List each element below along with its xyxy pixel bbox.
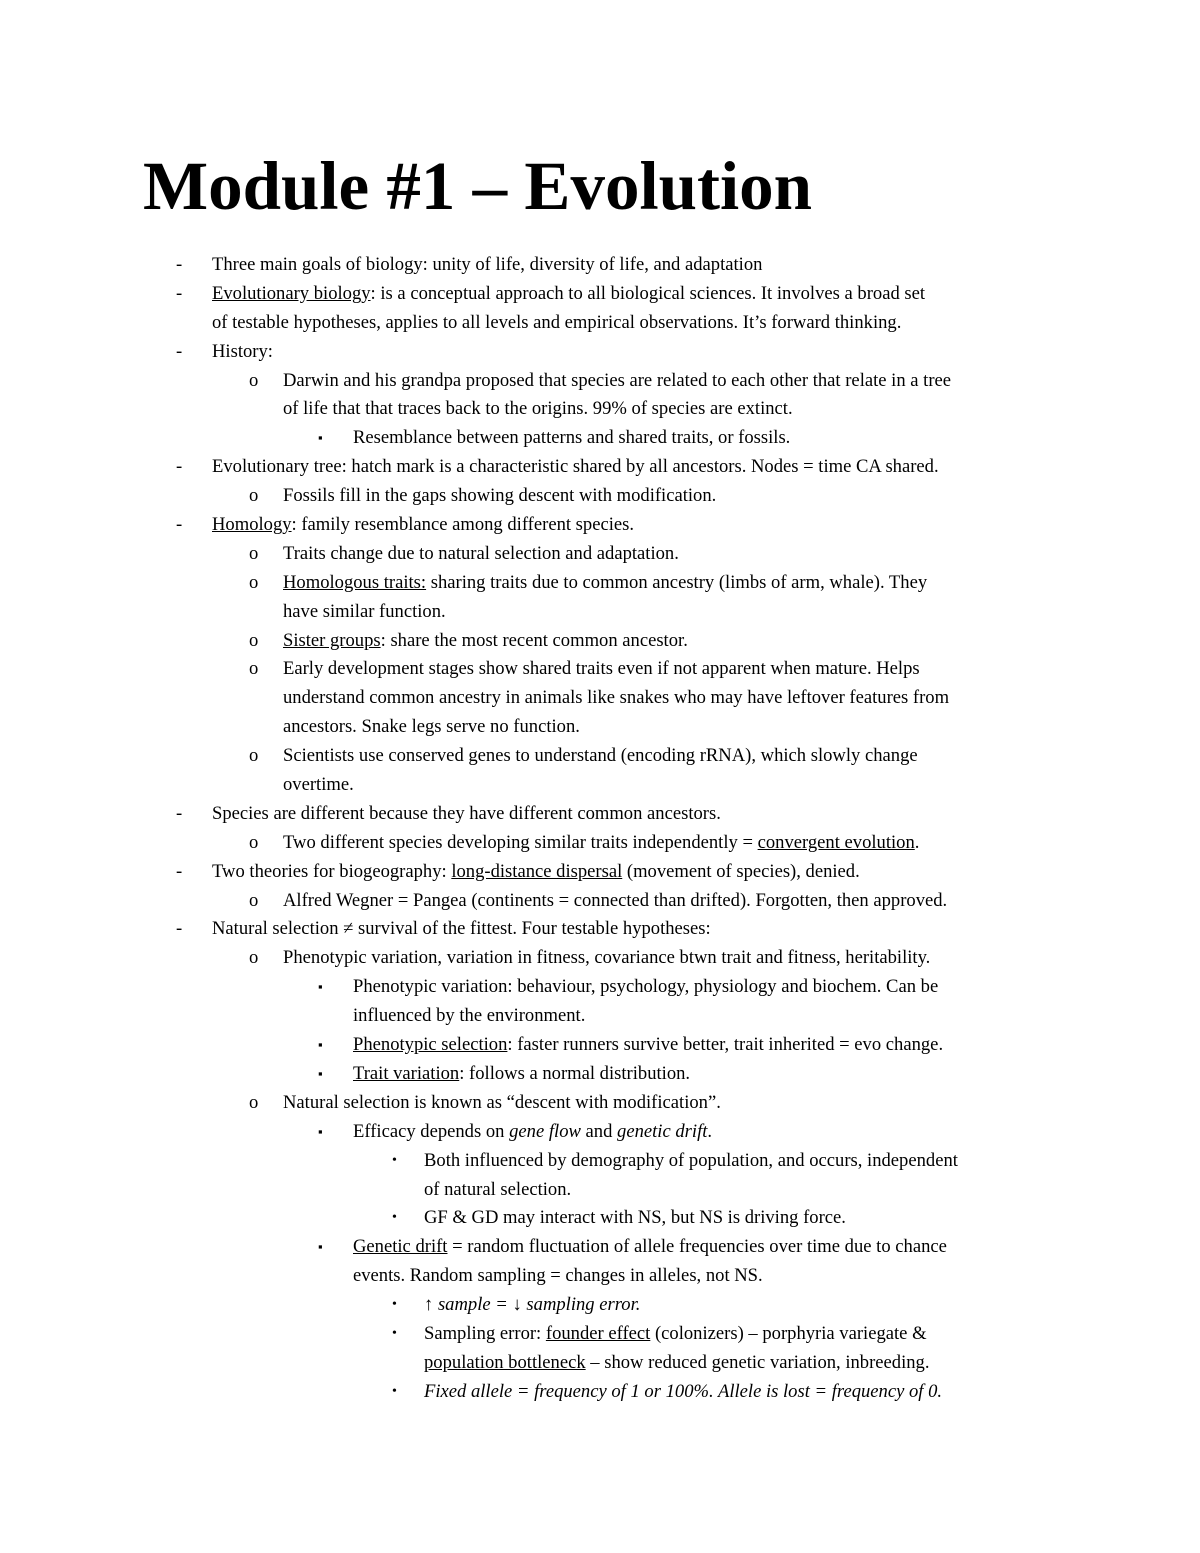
term-underlined: Evolutionary biology (212, 282, 371, 304)
note-text (283, 598, 446, 627)
note-fragment: events. Random sampling = changes in alleles, not NS. (353, 1265, 763, 1287)
note-item (0, 655, 1200, 684)
term-underlined: Homologous traits: (283, 571, 427, 593)
note-text (212, 338, 273, 367)
bullet-marker: - (176, 282, 183, 304)
note-text (283, 1089, 721, 1118)
note-fragment: Efficacy depends on (353, 1120, 510, 1142)
note-item (0, 1089, 1200, 1118)
note-line-continuation (0, 395, 1200, 424)
note-fragment: (movement of species), denied. (622, 860, 860, 882)
bullet-marker: o (249, 889, 259, 911)
note-fragment: (colonizers) – porphyria variegate & (650, 1322, 927, 1344)
note-fragment: Resemblance between patterns and shared traits, or fossils. (353, 427, 791, 449)
bullet-marker: ▪ (318, 1037, 323, 1053)
note-text (212, 280, 925, 309)
term-italic: genetic drift (617, 1120, 708, 1142)
note-item (0, 511, 1200, 540)
note-fragment: Natural selection is known as “descent with modification”. (283, 1091, 721, 1113)
note-text (283, 742, 918, 771)
note-item (0, 569, 1200, 598)
note-text (283, 482, 716, 511)
term-underlined: Homology (212, 514, 292, 536)
note-fragment: . (707, 1120, 713, 1142)
bullet-marker: - (176, 802, 183, 824)
bullet-marker: o (249, 369, 259, 391)
note-fragment: Darwin and his grandpa proposed that species are related to each other that relate in a tree (283, 369, 952, 391)
note-fragment: = random fluctuation of allele frequencies over time due to chance (447, 1236, 947, 1258)
bullet-marker: o (249, 542, 259, 564)
notes-list (0, 251, 1200, 1407)
note-fragment: History: (212, 340, 273, 362)
page-title: Module #1 – Evolution (143, 148, 813, 224)
note-text (283, 395, 793, 424)
bullet-marker: ▪ (318, 1239, 323, 1255)
note-item (0, 1031, 1200, 1060)
note-item (0, 251, 1200, 280)
term-underlined: Trait variation (353, 1062, 460, 1084)
note-item (0, 858, 1200, 887)
note-fragment: Traits change due to natural selection and adaptation. (283, 542, 679, 564)
note-text (424, 1204, 846, 1233)
bullet-marker: - (176, 340, 183, 362)
term-underlined: long-distance dispersal (451, 860, 623, 882)
note-text (424, 1378, 942, 1407)
note-item (0, 1118, 1200, 1147)
note-text (212, 251, 762, 280)
note-line-continuation (0, 1349, 1200, 1378)
note-fragment: Sampling error: (424, 1322, 546, 1344)
bullet-marker: • (392, 1297, 397, 1313)
note-item (0, 1378, 1200, 1407)
term-underlined: Sister groups (283, 629, 381, 651)
bullet-marker: o (249, 831, 259, 853)
bullet-marker: o (249, 485, 259, 507)
note-text (212, 915, 711, 944)
note-text (212, 858, 860, 887)
note-fragment: Fossils fill in the gaps showing descent with modification. (283, 485, 717, 507)
note-item (0, 1320, 1200, 1349)
bullet-marker: o (249, 947, 259, 969)
note-text (353, 1118, 712, 1147)
note-line-continuation (0, 1262, 1200, 1291)
bullet-marker: ▪ (318, 1065, 323, 1081)
note-line-continuation (0, 1002, 1200, 1031)
note-item (0, 367, 1200, 396)
note-text (353, 1262, 763, 1291)
note-item (0, 482, 1200, 511)
note-fragment: . (914, 831, 920, 853)
note-fragment: Early development stages show shared traits even if not apparent when mature. Helps (283, 658, 920, 680)
note-item (0, 1147, 1200, 1176)
term-underlined: Genetic drift (353, 1236, 448, 1258)
note-fragment: : family resemblance among different species. (291, 514, 635, 536)
note-text (283, 655, 920, 684)
term-italic: Fixed allele = frequency of 1 or 100%. Allele is lost = frequency of 0. (424, 1380, 943, 1402)
bullet-marker: • (392, 1210, 397, 1226)
note-text (353, 973, 938, 1002)
term-italic: gene flow (509, 1120, 581, 1142)
note-item (0, 944, 1200, 973)
note-text (424, 1147, 958, 1176)
note-text (424, 1176, 571, 1205)
note-text (283, 771, 354, 800)
note-item (0, 742, 1200, 771)
note-fragment: influenced by the environment. (353, 1005, 586, 1027)
note-item (0, 1204, 1200, 1233)
bullet-marker: o (249, 571, 259, 593)
bullet-marker: • (392, 1325, 397, 1341)
note-text (283, 367, 951, 396)
note-text (353, 1233, 947, 1262)
note-item (0, 540, 1200, 569)
note-item (0, 915, 1200, 944)
note-text (283, 944, 930, 973)
note-item (0, 1060, 1200, 1089)
bullet-marker: o (249, 1091, 259, 1113)
note-fragment: Two theories for biogeography: (212, 860, 452, 882)
note-item (0, 338, 1200, 367)
note-fragment: Alfred Wegner = Pangea (continents = connected than drifted). Forgotten, then approved. (283, 889, 948, 911)
note-text (283, 713, 580, 742)
note-text (353, 1002, 585, 1031)
note-fragment: Species are different because they have different common ancestors. (212, 802, 721, 824)
note-fragment: : share the most recent common ancestor. (380, 629, 688, 651)
note-text (283, 887, 947, 916)
note-fragment: of testable hypotheses, applies to all levels and empirical observations. It’s forward thinking. (212, 311, 902, 333)
note-text (283, 627, 688, 656)
bullet-marker: ▪ (318, 430, 323, 446)
note-text (212, 309, 901, 338)
note-text (212, 453, 939, 482)
bullet-marker: - (176, 514, 183, 536)
bullet-marker: - (176, 456, 183, 478)
note-text (424, 1291, 640, 1320)
note-fragment: ancestors. Snake legs serve no function. (283, 716, 580, 738)
bullet-marker: o (249, 745, 259, 767)
note-fragment: Phenotypic variation: behaviour, psychology, physiology and biochem. Can be (353, 976, 939, 998)
note-text (353, 424, 790, 453)
note-fragment: : is a conceptual approach to all biological sciences. It involves a broad set (370, 282, 926, 304)
note-fragment: Two different species developing similar traits independently = (283, 831, 758, 853)
note-line-continuation (0, 713, 1200, 742)
note-fragment: understand common ancestry in animals like snakes who may have leftover features from (283, 687, 950, 709)
note-text (424, 1349, 930, 1378)
note-item (0, 1233, 1200, 1262)
note-item (0, 973, 1200, 1002)
note-text (283, 569, 927, 598)
note-text (283, 829, 919, 858)
bullet-marker: ▪ (318, 1123, 323, 1139)
note-fragment: of natural selection. (424, 1178, 572, 1200)
bullet-marker: o (249, 658, 259, 680)
bullet-marker: ▪ (318, 979, 323, 995)
note-fragment: : faster runners survive better, trait inherited = evo change. (507, 1034, 944, 1056)
note-fragment: Both influenced by demography of population, and occurs, independent (424, 1149, 958, 1171)
note-fragment: Scientists use conserved genes to understand (encoding rRNA), which slowly change (283, 745, 918, 767)
note-text (424, 1320, 927, 1349)
term-underlined: Phenotypic selection (353, 1034, 508, 1056)
note-fragment: – show reduced genetic variation, inbreeding. (585, 1351, 930, 1373)
note-line-continuation (0, 684, 1200, 713)
note-item (0, 627, 1200, 656)
note-fragment: and (580, 1120, 618, 1142)
note-fragment: Natural selection ≠ survival of the fittest. Four testable hypotheses: (212, 918, 711, 940)
note-text (212, 511, 634, 540)
bullet-marker: - (176, 860, 183, 882)
term-underlined: population bottleneck (424, 1351, 586, 1373)
term-italic: ↑ sample = ↓ sampling error. (424, 1294, 641, 1316)
note-text (283, 684, 949, 713)
note-item (0, 1291, 1200, 1320)
note-fragment: GF & GD may interact with NS, but NS is driving force. (424, 1207, 846, 1229)
bullet-marker: o (249, 629, 259, 651)
note-text (283, 540, 679, 569)
bullet-marker: - (176, 918, 183, 940)
note-item (0, 800, 1200, 829)
bullet-marker: • (392, 1152, 397, 1168)
note-line-continuation (0, 598, 1200, 627)
bullet-marker: • (392, 1383, 397, 1399)
bullet-marker: - (176, 254, 183, 275)
note-text (212, 800, 721, 829)
note-fragment: : follows a normal distribution. (459, 1062, 691, 1084)
note-text (353, 1031, 943, 1060)
note-fragment: Evolutionary tree: hatch mark is a characteristic shared by all ancestors. Nodes = time CA shared. (212, 456, 939, 478)
note-item (0, 887, 1200, 916)
note-text (353, 1060, 690, 1089)
note-fragment: Phenotypic variation, variation in fitness, covariance btwn trait and fitness, heritability. (283, 947, 931, 969)
note-item (0, 280, 1200, 309)
note-fragment: Three main goals of biology: unity of life, diversity of life, and adaptation (212, 254, 763, 275)
term-underlined: founder effect (545, 1322, 651, 1344)
note-fragment: sharing traits due to common ancestry (limbs of arm, whale). They (426, 571, 928, 593)
note-line-continuation (0, 771, 1200, 800)
note-line-continuation (0, 1176, 1200, 1205)
note-item (0, 829, 1200, 858)
note-fragment: overtime. (283, 774, 354, 796)
note-fragment: have similar function. (283, 600, 446, 622)
note-fragment: of life that that traces back to the origins. 99% of species are extinct. (283, 398, 793, 420)
note-item (0, 424, 1200, 453)
note-item (0, 453, 1200, 482)
note-line-continuation (0, 309, 1200, 338)
term-underlined: convergent evolution (757, 831, 915, 853)
